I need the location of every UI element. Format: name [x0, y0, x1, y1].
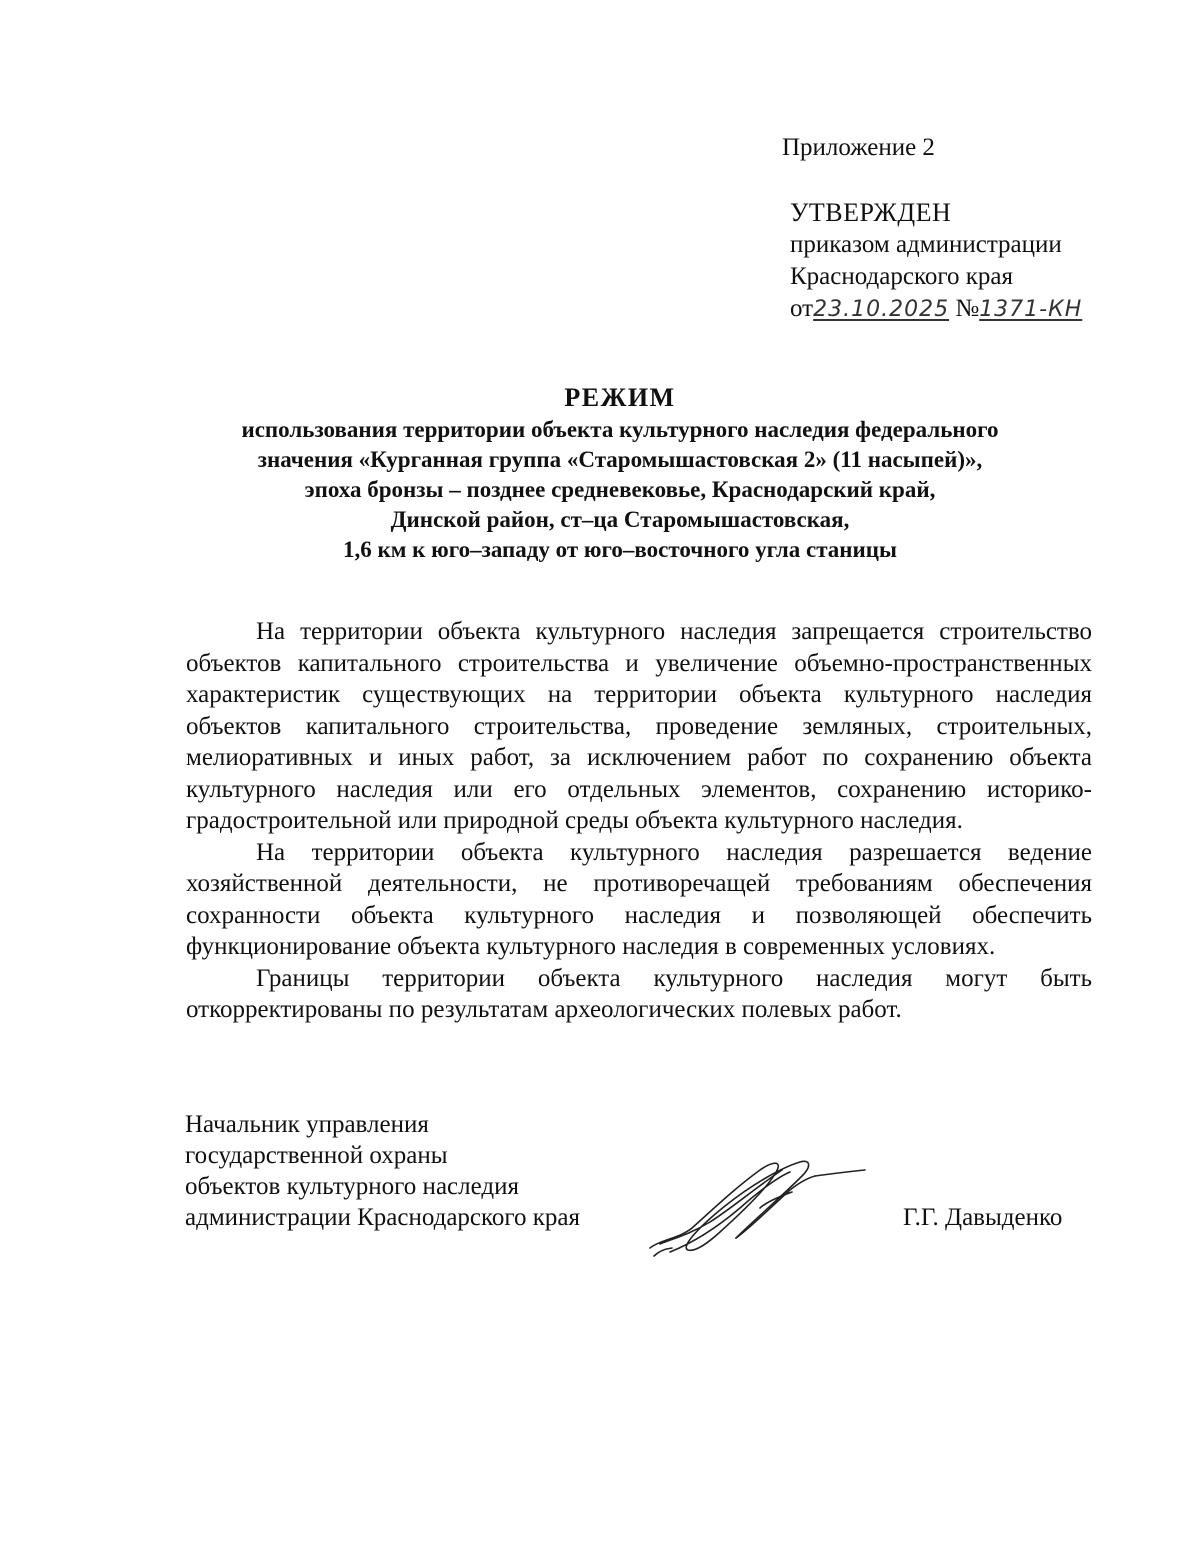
signer-name: Г.Г. Давыденко — [903, 1204, 1063, 1231]
date-prefix: от — [790, 295, 814, 322]
position-line-4: администрации Краснодарского края — [185, 1204, 581, 1231]
order-date-number — [790, 293, 1082, 326]
body-paragraph-1: На территории объекта культурного наследия запрещается строительство объектов капитального строительства и увеличение объемно-пространственных характеристик существующих на территории объекта культурного наследия объектов капитального строительства, проведение земляных, строительных, мелиоративных и иных работ, за исключением работ по сохранению объекта культурного наследия или его отдельных элементов, сохранению историко-градостроительной или природной среды объекта культурного наследия. — [186, 618, 1092, 834]
title-line-4: Динской район, ст–ца Старомышастовская, — [390, 507, 850, 532]
document-title — [120, 381, 1120, 565]
title-line-2: значения «Курганная группа «Старомышастовская 2» (11 насыпей)», — [257, 447, 983, 472]
approval-stamp — [790, 197, 1082, 326]
handwritten-date: 23.10.2025 — [813, 297, 950, 322]
handwritten-signature — [640, 1148, 870, 1268]
body-paragraph-2: На территории объекта культурного наследия разрешается ведение хозяйственной деятельности, не противоречащей требованиям обеспечения сохранности объекта культурного наследия и позволяющей обеспечить функционирование объекта культурного наследия в современных условиях. — [186, 838, 1092, 960]
body-paragraph-3: Границы территории объекта культурного наследия могут быть откорректированы по результатам археологических полевых работ. — [186, 964, 1092, 1023]
title-line-3: эпоха бронзы – позднее средневековье, Краснодарский край, — [304, 477, 936, 502]
position-line-2: государственной охраны — [185, 1142, 448, 1169]
approval-line-2: Краснодарского края — [790, 263, 1013, 290]
handwritten-number: 1371-КН — [979, 297, 1083, 322]
title-line-5: 1,6 км к юго–западу от юго–восточного угла станицы — [342, 537, 898, 562]
position-line-1: Начальник управления — [185, 1111, 429, 1138]
number-prefix: № — [955, 295, 980, 322]
signer-position — [185, 1109, 580, 1233]
position-line-3: объектов культурного наследия — [185, 1173, 519, 1200]
document-body — [186, 616, 1092, 1026]
title-line-1: использования территории объекта культурного наследия федерального — [241, 417, 999, 442]
approval-line-1: приказом администрации — [790, 231, 1062, 258]
title-main: РЕЖИМ — [564, 383, 676, 412]
approval-status: УТВЕРЖДЕН — [790, 198, 952, 227]
appendix-label: Приложение 2 — [782, 134, 935, 161]
